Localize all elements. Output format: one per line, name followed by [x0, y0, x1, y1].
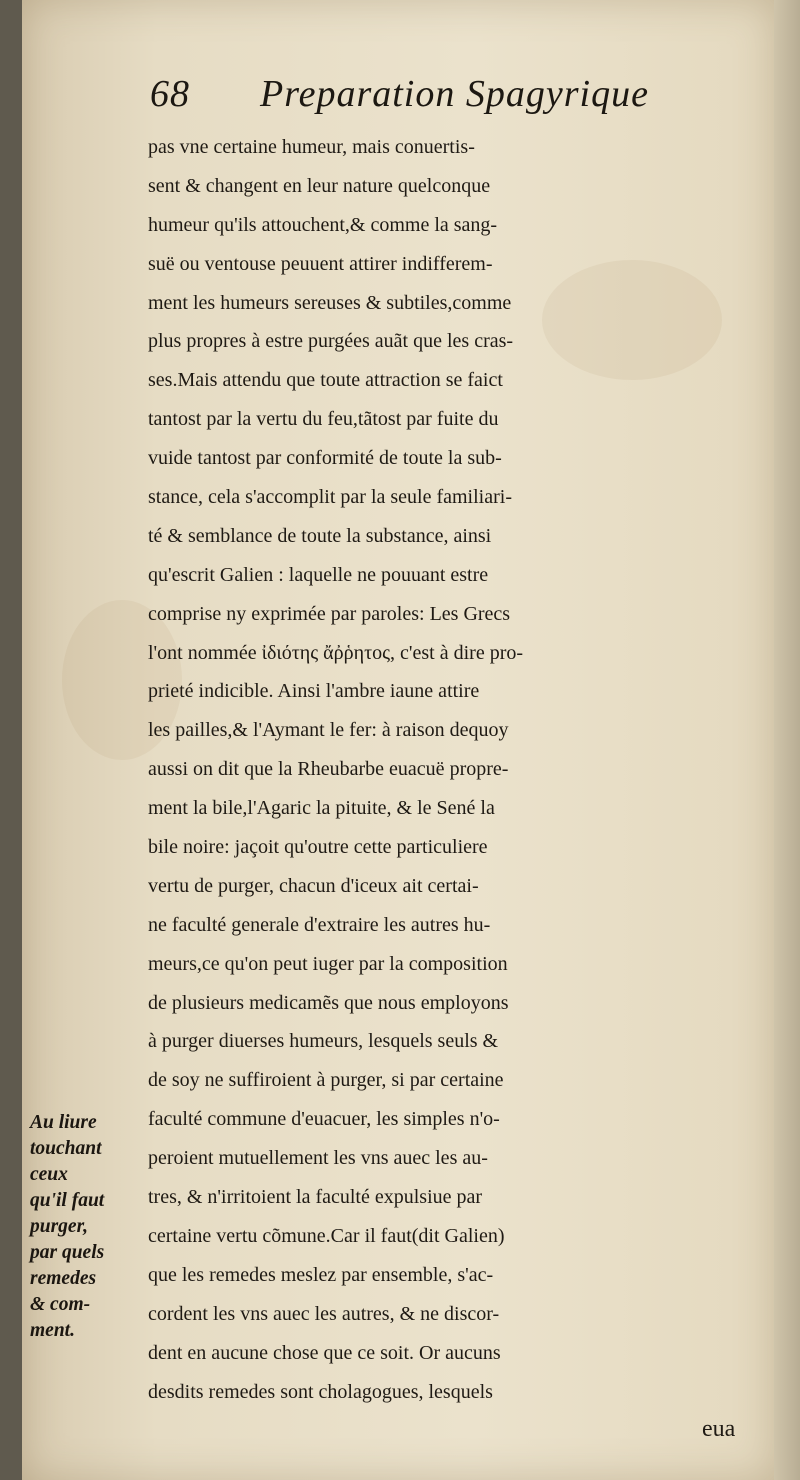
text-line: bile noire: jaçoit qu'outre cette particuliere [148, 836, 488, 859]
text-line: humeur qu'ils attouchent,& comme la sang- [148, 213, 498, 236]
margin-note-line: ment. [30, 1320, 75, 1341]
text-line: peroient mutuellement les vns auec les au- [148, 1147, 488, 1170]
text-line: ses.Mais attendu que toute attraction se faict [148, 369, 503, 392]
text-line: suë ou ventouse peuuent attirer indifferem- [148, 252, 493, 275]
text-line: ment les humeurs sereuses & subtiles,comme [148, 291, 512, 314]
text-line: cordent les vns auec les autres, & ne discor- [148, 1302, 500, 1325]
margin-note-line: ceux [30, 1164, 68, 1185]
margin-note-line: remedes [30, 1268, 97, 1289]
catchword: eua [702, 1416, 736, 1442]
text-line: plus propres à estre purgées auãt que les cras- [148, 330, 514, 353]
margin-note-line: & com- [30, 1294, 91, 1315]
margin-note [30, 1110, 145, 1344]
text-line: l'ont nommée ἰδιότης ἄῤῥητος, c'est à dire pro- [148, 641, 524, 664]
page-header [150, 72, 710, 132]
next-page-edge [774, 0, 800, 1480]
margin-note-line: touchant [30, 1138, 102, 1159]
text-line: vertu de purger, chacun d'iceux ait certai- [148, 874, 479, 897]
text-line: meurs,ce qu'on peut iuger par la composition [148, 952, 508, 975]
page-number: 68 [150, 73, 190, 115]
text-line: tantost par la vertu du feu,tãtost par fuite du [148, 408, 499, 431]
text-line: té & semblance de toute la substance, ainsi [148, 524, 492, 547]
text-line: ne faculté generale d'extraire les autres hu- [148, 913, 491, 936]
text-line: comprise ny exprimée par paroles: Les Grecs [148, 602, 511, 625]
text-line: certaine vertu cõmune.Car il faut(dit Galien) [148, 1224, 505, 1247]
body-text [148, 128, 768, 1411]
text-line: que les remedes meslez par ensemble, s'ac- [148, 1263, 494, 1286]
text-line: dent en aucune chose que ce soit. Or aucuns [148, 1341, 501, 1364]
text-line: sent & changent en leur nature quelconque [148, 174, 491, 197]
text-line: de plusieurs medicamẽs que nous employons [148, 991, 509, 1014]
text-line: prieté indicible. Ainsi l'ambre iaune attire [148, 680, 480, 703]
text-line: ment la bile,l'Agaric la pituite, & le Sené la [148, 797, 495, 820]
margin-note-line: par quels [30, 1242, 105, 1263]
running-title: Preparation Spagyrique [260, 73, 649, 115]
text-line: faculté commune d'euacuer, les simples n'o- [148, 1108, 500, 1131]
margin-note-line: Au liure [30, 1112, 97, 1133]
text-line: desdits remedes sont cholagogues, lesquels [148, 1380, 493, 1403]
text-line: qu'escrit Galien : laquelle ne pouuant estre [148, 563, 489, 586]
margin-note-line: qu'il faut [30, 1190, 105, 1211]
text-line: tres, & n'irritoient la faculté expulsiue par [148, 1186, 483, 1209]
text-line: pas vne certaine humeur, mais conuertis- [148, 136, 475, 158]
text-line: stance, cela s'accomplit par la seule familiari- [148, 486, 512, 509]
text-line: vuide tantost par conformité de toute la sub- [148, 447, 502, 470]
text-line: à purger diuerses humeurs, lesquels seuls & [148, 1030, 499, 1053]
margin-note-line: purger, [30, 1216, 88, 1237]
text-line: les pailles,& l'Aymant le fer: à raison dequoy [148, 719, 509, 742]
text-line: aussi on dit que la Rheubarbe euacuë propre- [148, 758, 509, 781]
text-line: de soy ne suffiroient à purger, si par certaine [148, 1069, 504, 1092]
